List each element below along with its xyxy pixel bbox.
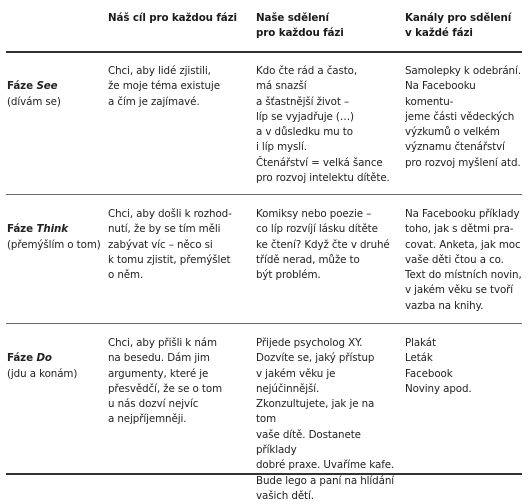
phase-name: Think — [36, 223, 69, 236]
phase-think-label — [7, 207, 103, 268]
phase-do-label — [7, 336, 103, 397]
row-do-channels: Plakát Leták Facebook Noviny apod. — [405, 337, 472, 395]
row-see-channels: Samolepky k odebrání. Na Facebooku komentu- јeme části vědeckých výzkumů o velkém významu čtenářství pro rozvoj myšlení atd. — [405, 65, 521, 169]
phase-name: See — [36, 80, 58, 93]
phase-subtitle: (přemýšlím o tom) — [7, 238, 101, 251]
table-bottom-rule — [6, 473, 522, 475]
phase-prefix: Fáze — [7, 352, 37, 365]
row-think-goal: Chci, aby došli k rozhod- nutí, že by se tím měli zabývat víc – něco si k tomu zjistit, přemýšlet o něm. — [108, 208, 232, 282]
row-do-goal: Chci, aby přišli k nám na besedu. Dám jim argumenty, které je přesvědčí, že se o tom u nás dozví nejvíc a nejpříjemněji. — [108, 337, 223, 426]
header-channels: Kanály pro sdělení v každé fázi — [405, 12, 512, 40]
phase-see-label — [7, 64, 103, 125]
row-do-message: Přijede psycholog XY. Dozvíte se, jaký přístup v jakém věku je nejúčinnější. Zkonzultujete, jak je na tom vaše dítě. Dostanete příklady dobré praxe. Uvaříme kafe. Bude lego a paní na hlídání vašich dětí. — [256, 337, 395, 502]
phase-subtitle: (jdu a konám) — [7, 367, 78, 380]
header-divider — [6, 51, 522, 53]
phase-subtitle: (dívám se) — [7, 95, 61, 108]
header-goal: Náš cíl pro každou fázi — [108, 12, 237, 24]
phase-name: Do — [36, 352, 52, 365]
phase-prefix: Fáze — [7, 223, 37, 236]
header-message: Naše sdělení pro každou fázi — [256, 12, 344, 40]
phase-prefix: Fáze — [7, 80, 37, 93]
row-think-message: Komiksy nebo poezie – co líp rozvíjí lásku dítěte ke čtení? Když čte v druhé třídě nerad, může to být problém. — [256, 208, 390, 282]
row-see-message: Kdo čte rád a často, má snazší a šťastnější život – líp se vyjadřuje (…) a v důsledku mu to i líp myslí. Čtenářství = velká šance pro rozvoj intelektu dítěte. — [256, 65, 390, 185]
row-think-channels: Na Facebooku příklady toho, jak s dětmi pra- covat. Anketa, jak moc vaše děti čtou a co. Text do místních novin, v jakém věku se tvoří vazba na knihy. — [405, 208, 522, 312]
row-divider — [6, 194, 522, 195]
row-see-goal: Chci, aby lidé zjistili, že moje téma existuje a čím je zajímavé. — [108, 65, 220, 108]
row-divider — [6, 323, 522, 324]
